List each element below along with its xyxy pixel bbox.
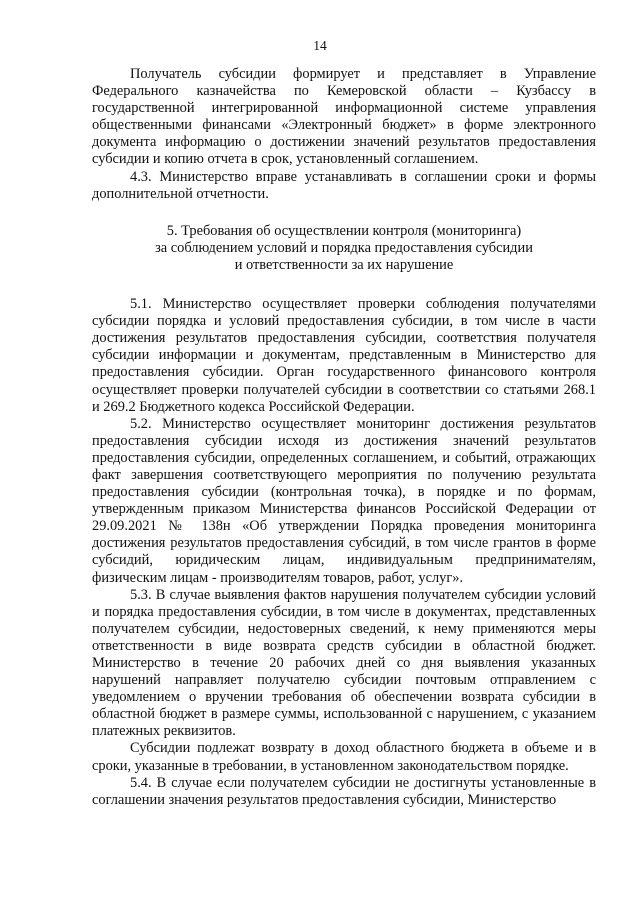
paragraph-5-3: 5.3. В случае выявления фактов нарушения получателем субсидии условий и порядка предоставления субсидии, в том числе в документах, представленных получателем субсидии, недостоверных сведений, к нему применяются меры ответственности в виде возврата средств субсидии в областной бюджет. Министерство в течение 20 рабочих дней со дня выявления указанных нарушений направляет получателю субсидии почтовым отправлением с уведомлением о вручении требования об обеспечении возврата субсидии в областной бюджет в размере суммы, использованной с нарушением, с указанием платежных реквизитов. [92,586,596,740]
paragraph-4-3: 4.3. Министерство вправе устанавливать в соглашении сроки и формы дополнительной отчетности. [92,168,596,202]
section-heading-line-1: 5. Требования об осуществлении контроля (мониторинга) [166,222,522,239]
paragraph-5-4: 5.4. В случае если получателем субсидии не достигнуты установленные в соглашении значения результатов предоставления субсидии, Министерство [92,774,596,808]
section-5-heading [92,223,596,274]
paragraph-5-2: 5.2. Министерство осуществляет мониторинг достижения результатов предоставления субсидии исходя из достижения значений результатов предоставления субсидии, определенных соглашением, и событий, отражающих факт завершения соответствующего мероприятия по получению результата предоставления субсидии (контрольная точка), в порядке и по формам, утвержденным приказом Министерства финансов Российской Федерации от 29.09.2021 № 138н «Об утверждении Порядка проведения мониторинга достижения результатов предоставления субсидий, в том числе грантов в форме субсидий, юридическим лицам, индивидуальным предпринимателям, физическим лицам - производителям товаров, работ, услуг». [92,415,596,586]
section-heading-line-3: и ответственности за их нарушение [234,256,454,273]
paragraph-report-submission: Получатель субсидии формирует и представляет в Управление Федерального казначейства по Кемеровской области – Кузбассу в государственной интегрированной информационной системе управления общественными финансами «Электронный бюджет» в форме электронного документа информацию о достижении значений результатов предоставления субсидии и копию отчета в срок, установленный соглашением. [92,66,596,168]
paragraph-refund: Субсидии подлежат возврату в доход областного бюджета в объеме и в сроки, указанные в требовании, в установленном законодательством порядке. [92,740,596,774]
document-body [92,66,596,809]
paragraph-5-1: 5.1. Министерство осуществляет проверки соблюдения получателями субсидии порядка и условий предоставления субсидии, в том числе в части достижения результатов предоставления субсидии, соответствия получателя субсидии информации и документам, представленным в Министерство для предоставления субсидии. Орган государственного финансового контроля осуществляет проверки получателей субсидии в соответствии со статьями 268.1 и 269.2 Бюджетного кодекса Российской Федерации. [92,296,596,415]
page-number: 14 [313,38,327,53]
section-heading-line-2: за соблюдением условий и порядка предоставления субсидии [155,239,533,256]
